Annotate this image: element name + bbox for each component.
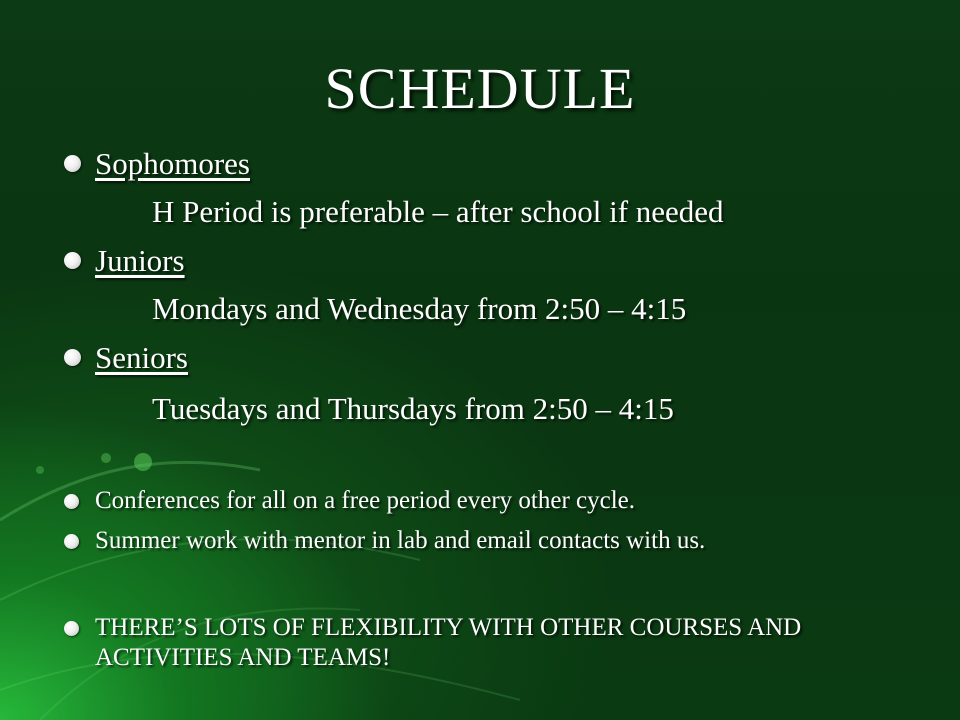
group-label: Juniors [95, 243, 185, 278]
group-detail: H Period is preferable – after school if needed [152, 194, 724, 229]
page-title: SCHEDULE [324, 56, 636, 121]
flexibility-callout [64, 613, 855, 673]
note-conferences [64, 486, 635, 516]
callout-text: THERE’S LOTS OF FLEXIBILITY WITH OTHER COURSES AND ACTIVITIES AND TEAMS! [95, 614, 802, 671]
group-seniors [64, 339, 188, 377]
group-detail: Tuesdays and Thursdays from 2:50 – 4:15 [152, 391, 674, 426]
bullet-icon [64, 349, 81, 366]
group-juniors [64, 242, 185, 280]
group-label: Sophomores [95, 146, 250, 181]
bullet-icon [64, 534, 79, 549]
group-detail: Mondays and Wednesday from 2:50 – 4:15 [152, 291, 687, 326]
bullet-icon [64, 252, 81, 269]
note-summer-work [64, 526, 705, 556]
note-text: Summer work with mentor in lab and email contacts with us. [95, 527, 706, 554]
bullet-icon [64, 494, 79, 509]
bullet-icon [64, 621, 79, 636]
note-text: Conferences for all on a free period every other cycle. [95, 487, 636, 514]
group-sophomores [64, 145, 250, 183]
group-label: Seniors [95, 340, 188, 375]
bullet-icon [64, 155, 81, 172]
